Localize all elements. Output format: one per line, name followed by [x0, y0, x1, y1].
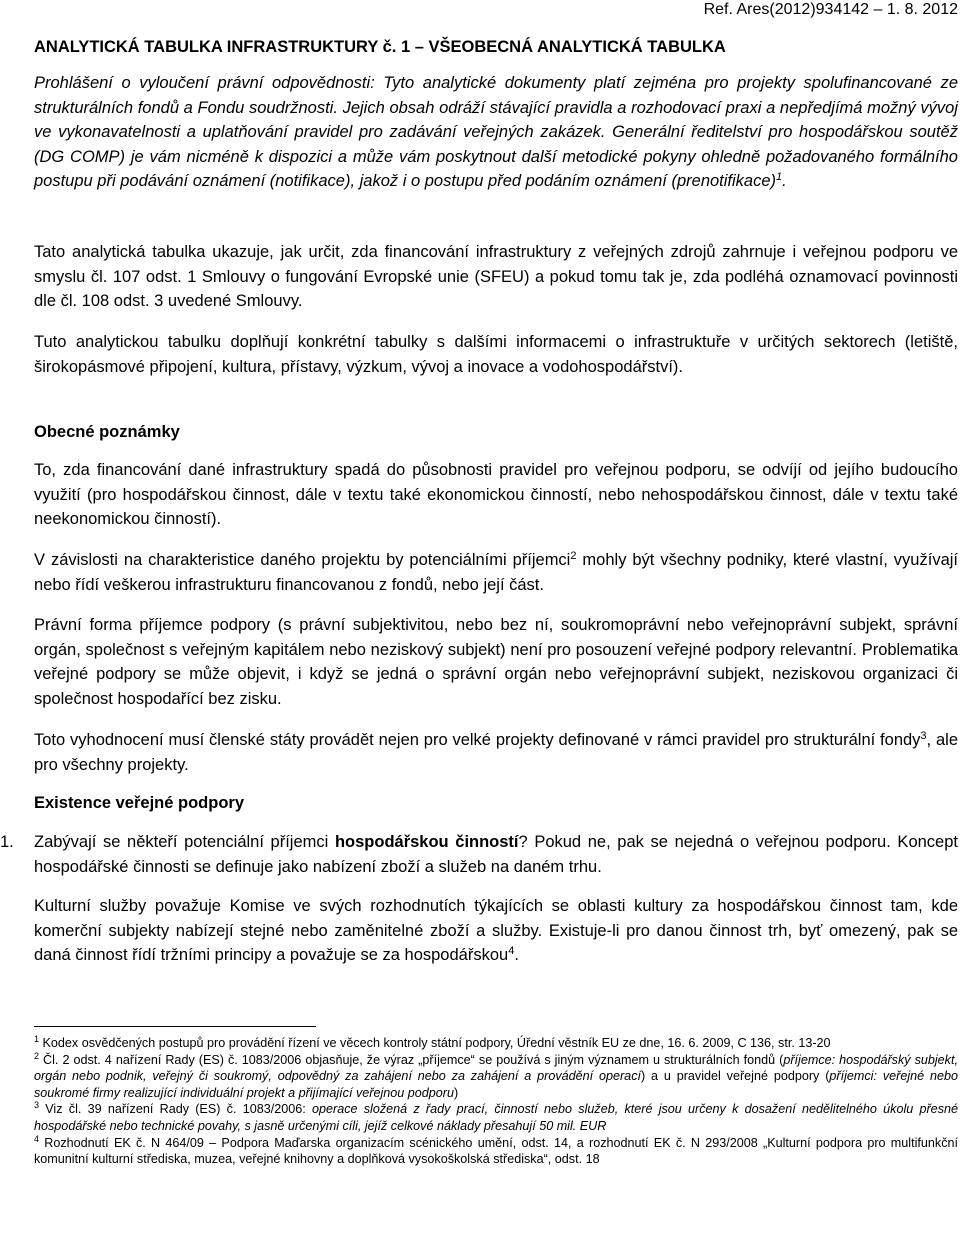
- footnote-number: 2: [34, 1050, 40, 1061]
- general-paragraph-3: Právní forma příjemce podpory (s právní subjektivitou, nebo bez ní, soukromoprávní nebo veřejnoprávní subjekt, správní orgán, společnost s veřejným kapitálem nebo neziskový subjekt) není pro posouzení veřejné podpory relevantní. Problematika veřejné podpory se může objevit, i když se jedná o správní orgán nebo veřejnoprávní subjekt, neziskovou organizaci či společnost hospodařící bez zisku.: [34, 616, 958, 708]
- footnote-number: 3: [34, 1100, 40, 1111]
- footnote-text: ) a u pravidel veřejné podpory (: [640, 1069, 830, 1084]
- general-p2-text-a: V závislosti na charakteristice daného projektu by potenciálními příjemci: [34, 551, 571, 569]
- footnote-1: [34, 1035, 958, 1052]
- footnote-italic-text: příjemci: veřejné nebo soukromé firmy realizující individuální projekt a přijímající veřejnou podporu: [34, 1069, 958, 1100]
- intro-paragraph-1: Tato analytická tabulka ukazuje, jak určit, zda financování infrastruktury z veřejných zdrojů zahrnuje i veřejnou podporu ve smyslu čl. 107 odst. 1 Smlouvy o fungování Evropské unie (SFEU) a pokud tomu tak je, zda podléhá oznamovací povinnosti dle čl. 108 odst. 3 uvedené Smlouvy.: [34, 243, 958, 310]
- existence-paragraph-2: [34, 894, 958, 968]
- general-paragraph-2: [34, 548, 958, 597]
- footnote-text: Kodex osvědčených postupů pro provádění řízení ve věcech kontroly státní podpory, Úřední věstník EU ze dne, 16. 6. 2009, C 136, str. 13-20: [39, 1036, 831, 1050]
- footnote-separator: [34, 1026, 316, 1027]
- general-p4-text-b: , ale pro všechny projekty.: [34, 731, 958, 774]
- footnote-italic-text: operace složená z řady prací, činností nebo služeb, které jsou určeny k dosažení nedělitelného úkolu přesné hospodářské nebo technické povahy, s jasně určenými cíli, jejíž celkové náklady přesahují 50 mil. EUR: [34, 1102, 958, 1133]
- disclaimer-text: Prohlášení o vyloučení právní odpovědnosti: Tyto analytické dokumenty platí zejména pro projekty spolufinancované ze strukturálních fondů a Fondu soudržnosti. Jejich obsah odráží stávající pravidla a rozhodovací praxi a nepředjímá možný vývoj ve vykonavatelnosti a uplatňování pravidel pro zadávání veřejných zakázek. Generální ředitelství pro hospodářskou soutěž (DG COMP) je vám nicméně k dispozici a může vám poskytnout další metodické pokyny ohledně požadovaného formálního postupu při podávání oznámení (notifikace), jakož i o postupu před podáním oznámení (prenotifikace): [34, 74, 958, 190]
- footnote-3: [34, 1101, 958, 1134]
- footnote-number: 4: [34, 1133, 40, 1144]
- footnote-ref-3: 3: [920, 730, 927, 742]
- footnote-2: [34, 1052, 958, 1102]
- footnote-ref-1: 1: [776, 171, 783, 183]
- item-text-b: ? Pokud ne, pak se nejedná o veřejnou podporu. Koncept hospodářské činnosti se definuje jako nabízení zboží a služeb na daném trhu.: [34, 833, 958, 876]
- footnote-text: ): [453, 1085, 459, 1100]
- general-p2-text-b: mohly být všechny podniky, které vlastní, využívají nebo řídí veškerou infrastrukturu financovanou z fondů, nebo její část.: [34, 551, 958, 594]
- existence-p2-text-b: .: [514, 946, 519, 964]
- list-item-number: 1.: [0, 833, 14, 851]
- existence-p2-text-a: Kulturní služby považuje Komise ve svých rozhodnutích týkajících se oblasti kultury za hospodářskou činnost tam, kde komerční subjekty nabízejí stejné nebo zaměnitelné zboží a služby. Existuje-li pro danou činnost trh, byť omezený, pak se daná činnost řídí tržními principy a považuje se za hospodářskou: [34, 897, 958, 964]
- general-paragraph-1: To, zda financování dané infrastruktury spadá do působnosti pravidel pro veřejnou podporu, se odvíjí od jejího budoucího využití (pro hospodářskou činnost, dále v textu také ekonomickou činností, nebo nehospodářskou činnost, dále v textu také neekonomickou činností).: [34, 461, 958, 528]
- footnote-number: 1: [34, 1034, 40, 1044]
- general-p4-text-a: Toto vyhodnocení musí členské státy provádět nejen pro velké projekty definované v rámci pravidel pro strukturální fondy: [34, 731, 921, 749]
- item-bold-term: hospodářskou činností: [334, 833, 519, 851]
- footnote-ref-4: 4: [508, 945, 515, 957]
- footnote-text: Rozhodnutí EK č. N 464/09 – Podpora Maďarska organizacím scénického umění, odst. 14, a rozhodnutí EK č. N 293/2008 „Kulturní podpora pro multifunkční komunitní kulturní střediska, muzea, veřejné knihovny a doplňková vysokoškolská střediska“, odst. 18: [34, 1135, 958, 1167]
- document-reference: Ref. Ares(2012)934142 – 1. 8. 2012: [703, 1, 958, 18]
- footnote-ref-2: 2: [570, 550, 577, 562]
- disclaimer-end: .: [782, 172, 787, 190]
- existence-item-1: [34, 830, 958, 879]
- existence-heading: Existence veřejné podpory: [34, 794, 244, 812]
- general-paragraph-4: [34, 728, 958, 777]
- disclaimer-paragraph: [34, 71, 958, 194]
- document-title: ANALYTICKÁ TABULKA INFRASTRUKTURY č. 1 – VŠEOBECNÁ ANALYTICKÁ TABULKA: [34, 38, 726, 56]
- item-text-a: Zabývají se někteří potenciální příjemci: [34, 833, 335, 851]
- footnotes: [34, 1035, 958, 1168]
- general-notes-heading: Obecné poznámky: [34, 423, 180, 441]
- intro-paragraph-2: Tuto analytickou tabulku doplňují konkrétní tabulky s dalšími informacemi o infrastruktuře v určitých sektorech (letiště, širokopásmové připojení, kultura, přístavy, výzkum, vývoj a inovace a vodohospodářství).: [34, 333, 958, 376]
- footnote-text: Čl. 2 odst. 4 nařízení Rady (ES) č. 1083/2006 objasňuje, že výraz „příjemce“ se používá s jiným významem u strukturálních fondů (: [39, 1052, 784, 1067]
- footnote-4: [34, 1135, 958, 1168]
- footnote-text: Viz čl. 39 nařízení Rady (ES) č. 1083/2006:: [39, 1102, 312, 1117]
- footnote-italic-text: příjemce: hospodářský subjekt, orgán nebo podnik, veřejný či soukromý, odpovědný za zahájení nebo za zahájení a provádění operací: [34, 1052, 958, 1084]
